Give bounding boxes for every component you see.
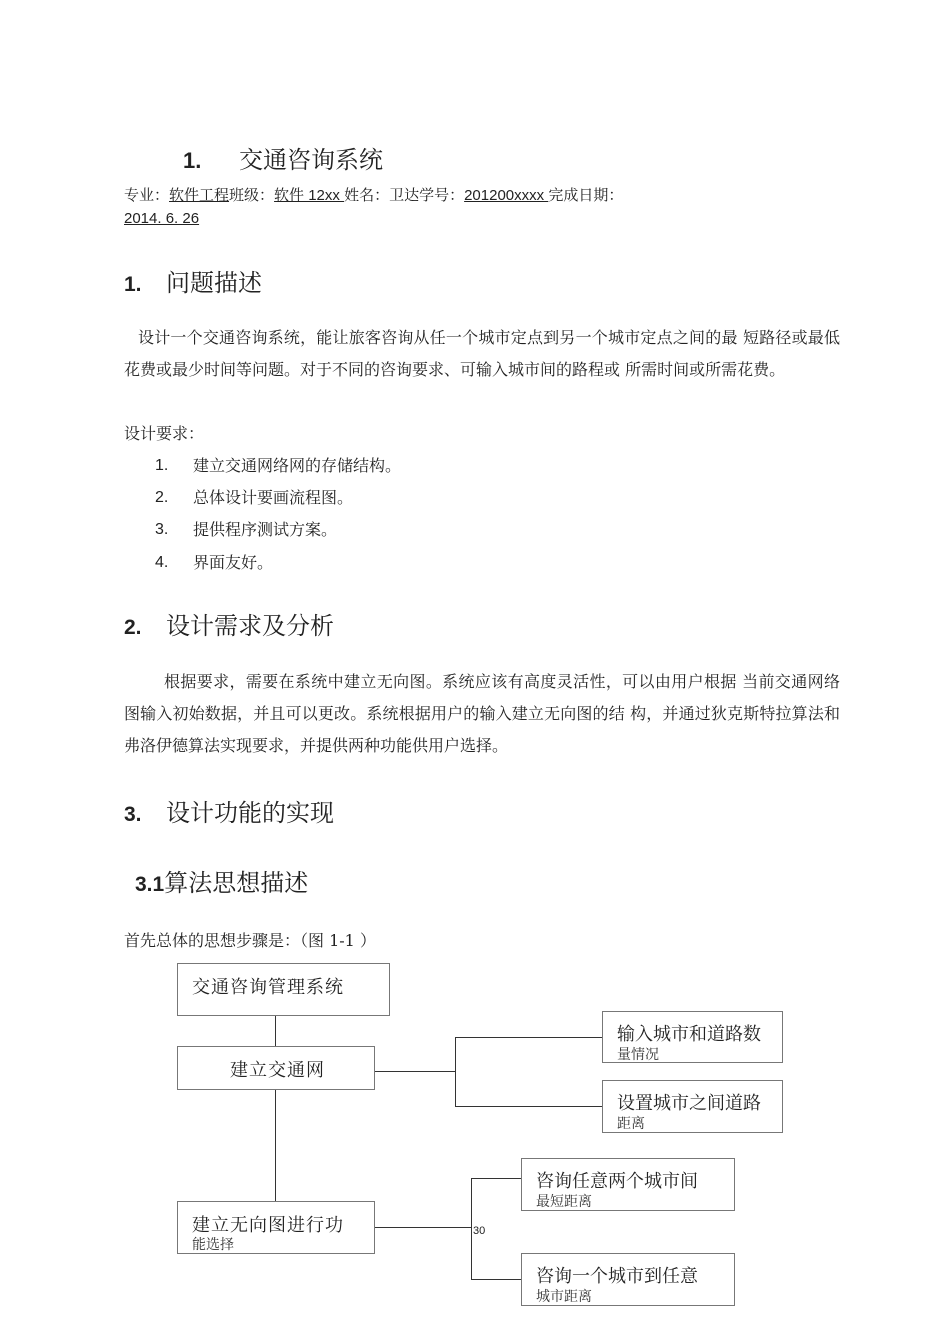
section-heading-2: 2. 设计需求及分析 [124,612,334,640]
flow-node-set-distance: 设置城市之间道路 距离 [602,1080,783,1133]
flow-node-query-two: 咨询任意两个城市间 最短距离 [521,1158,735,1211]
analysis-paragraph: 根据要求，需要在系统中建立无向图。系统应该有高度灵活性，可以由用户根据 当前交通网络图输入初始数据，并且可以更改。系统根据用户的输入建立无向图的结 构，并通过狄克斯特拉算法和弗洛伊德算法实现要求，并提供两种功能供用户选择。 [124,672,840,755]
student-id-value: 201200xxxx [464,187,549,204]
list-item: 4. 界面友好。 [155,553,274,572]
connector-line [455,1037,456,1107]
flow-node-input-city: 输入城市和道路数 量情况 [602,1011,783,1063]
document-title [183,140,383,175]
flow-node-build-net: 建立交通网 [177,1046,375,1090]
section-heading-1: 1. 问题描述 [124,269,262,297]
list-item: 1. 建立交通网络网的存储结构。 [155,456,402,475]
connector-line [471,1279,522,1280]
section-heading-3: 3. 设计功能的实现 [124,799,334,827]
figure-caption: 首先总体的思想步骤是：（图 1-1 ） [124,931,376,950]
list-item: 2. 总体设计要画流程图。 [155,488,354,507]
connector-line [275,1015,276,1047]
student-info: 专业：软件工程班级：软件 12xx 姓名：卫达学号：201200xxxx 完成日期： 2014. 6. 26 [124,186,624,227]
connector-line [455,1037,603,1038]
problem-paragraph: 设计一个交通咨询系统，能让旅客咨询从任一个城市定点到另一个城市定点之间的最 短路径或最低花费或最少时间等问题。对于不同的咨询要求、可输入城市间的路程或 所需时间或所需花费。 [124,328,840,379]
junction-label: 30 [473,1225,486,1237]
connector-line [275,1089,276,1202]
class-value: 软件 12xx [274,187,345,204]
flow-node-query-one: 咨询一个城市到任意 城市距离 [521,1253,735,1306]
list-item: 3. 提供程序测试方案。 [155,520,338,539]
connector-line [374,1227,472,1228]
title-text: 交通咨询系统 [239,146,383,174]
date-value: 2014. 6. 26 [124,210,200,227]
connector-line [455,1106,603,1107]
connector-line [471,1178,472,1280]
connector-line [471,1178,522,1179]
flow-node-root: 交通咨询管理系统 [177,963,390,1016]
subsection-heading: 3.1算法思想描述 [135,869,309,897]
major-value: 软件工程 [169,186,230,204]
connector-line [374,1071,456,1072]
title-number: 1. [183,148,202,173]
requirements-label: 设计要求： [124,424,205,443]
flow-node-build-graph: 建立无向图进行功 能选择 [177,1201,375,1254]
